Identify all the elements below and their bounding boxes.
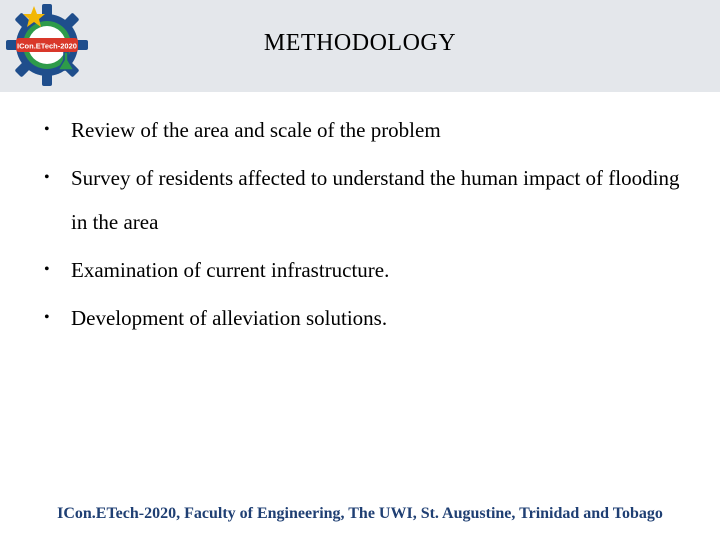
list-item <box>44 156 694 244</box>
slide-footer: ICon.ETech-2020, Faculty of Engineering, The UWI, St. Augustine, Trinidad and Tobago <box>57 505 663 522</box>
list-item <box>44 108 694 152</box>
bullet-list <box>44 108 694 344</box>
bullet-text: Examination of current infrastructure. <box>71 258 390 282</box>
logo-text: ICon.ETech-2020 <box>17 41 77 51</box>
list-item <box>44 296 694 340</box>
bullet-icon: • <box>44 169 50 186</box>
bullet-icon: • <box>44 121 50 138</box>
bullet-icon: • <box>44 261 50 278</box>
list-item <box>44 248 694 292</box>
bullet-icon: • <box>44 309 50 326</box>
bullet-text: Review of the area and scale of the problem <box>71 118 441 142</box>
bullet-text: Survey of residents affected to understand the human impact of flooding in the area <box>71 166 680 234</box>
bullet-text: Development of alleviation solutions. <box>71 306 388 330</box>
slide-title: METHODOLOGY <box>263 30 457 56</box>
